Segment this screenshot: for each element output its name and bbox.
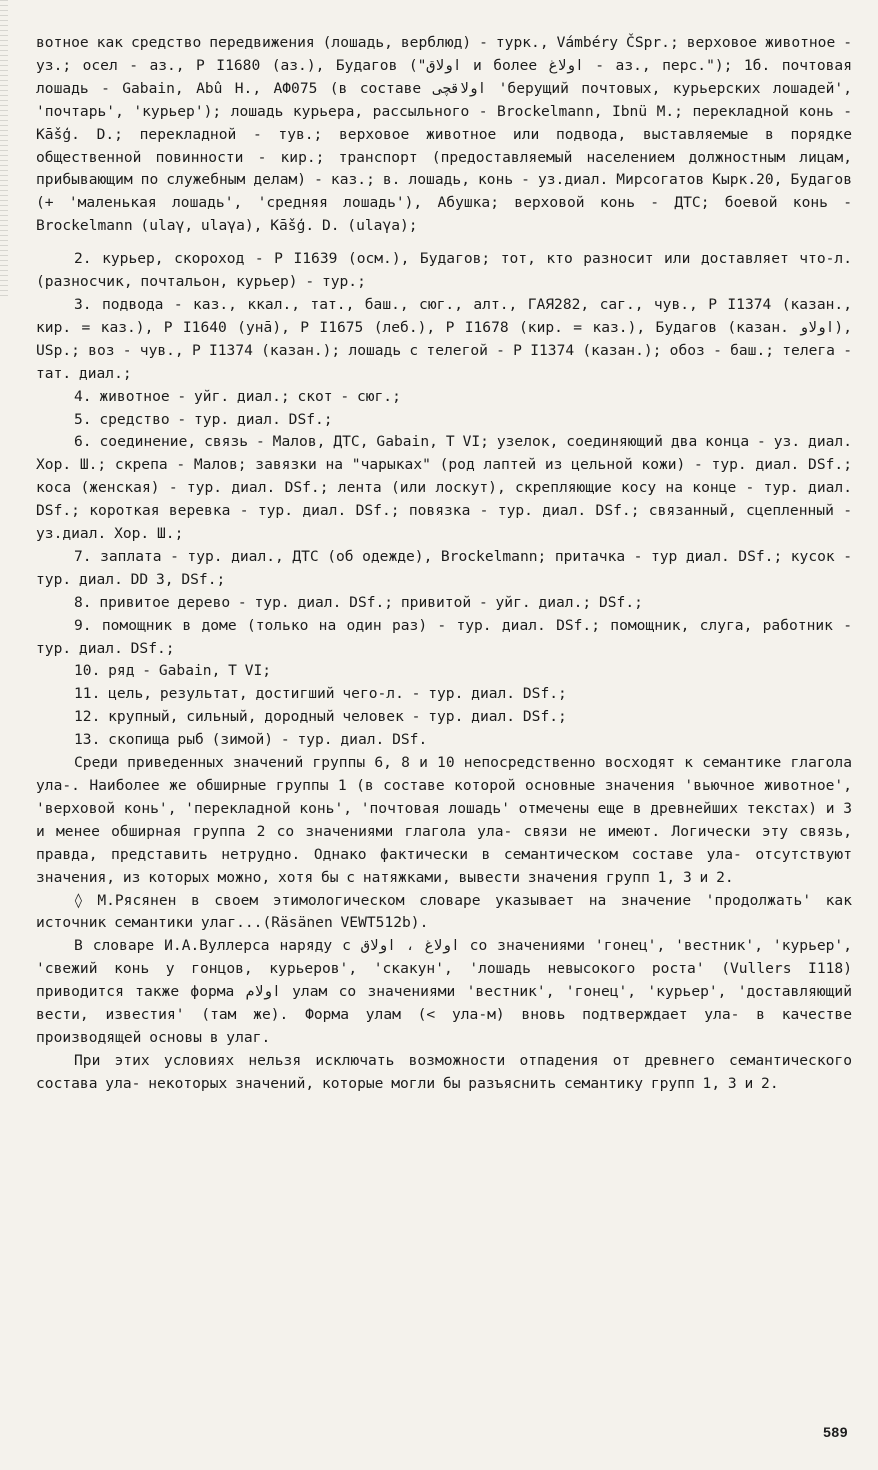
paragraph-meaning-7: 7. заплата - тур. диал., ДТС (об одежде), Brockelmann; притачка - тур диал. DSf.; кусок - тур. диал. DD 3, DSf.;	[36, 547, 852, 588]
paragraph-meaning-2: 2. курьер, скороход - Р I1639 (осм.), Будагов; тот, кто разносит или доставляет что-л. (разносчик, почтальон, курьер) - тур.;	[36, 250, 852, 291]
paragraph-meaning-3: 3. подвода - каз., ккал., тат., баш., сюг., алт., ГАЯ282, саг., чув., Р I1374 (казан., кир. = каз.), Р I1640 (унā), Р I1675 (леб.), Р I1678 (кир. = каз.), Будагов (казан. اولاو), USp.; воз - чув., Р I1374 (казан.); лошадь с телегой - Р I1374 (казан.); обоз - баш.; телега - тат. диал.;	[36, 295, 852, 382]
paragraph-meaning-1: вотное как средство передвижения (лошадь, верблюд) - турк., Vámbéry ČSpr.; верховое животное - уз.; осел - аз., Р I1680 (аз.), Будагов ("اولاق и более اولاغ - аз., перс."); 1б. почтовая лошадь - Gabain, Abû H., АФ075 (в составе اولاقچی 'берущий почтовых, курьерских лошадей', 'почтарь', 'курьер'); лошадь курьера, рассыльного - Brockelmann, Ibnü M.; перекладной конь - Kāšģ. D.; перекладной - тув.; верховое животное или подвода, выставляемые в порядке общественной повинности - кир.; транспорт (предоставляемый населением должностным лицам, прибывающим по служебным делам) - каз.; в. лошадь, конь - уз.диал. Мирсогатов Кырк.20, Будагов (+ 'маленькая лошадь', 'средняя лошадь'), Абушка; верховой конь - ДТС; боевой конь - Brockelmann (ulaγ, ulaγa), Kāšģ. D. (ulaγa);	[36, 34, 852, 235]
paragraph-meaning-11: 11. цель, результат, достигший чего-л. - тур. диал. DSf.;	[74, 685, 567, 703]
paragraph-meaning-13: 13. скопища рыб (зимой) - тур. диал. DSf.	[74, 731, 428, 749]
paragraph-vullers-note: В словаре И.А.Вуллерса наряду с اولاغ ، اولاق со значениями 'гонец', 'вестник', 'курьер', 'свежий конь у гонцов, курьеров', 'скакун', 'лошадь невысокого роста' (Vullers I118) приводится также форма اولام улам со значениями 'вестник', 'гонец', 'курьер', 'доставляющий вести, известия' (там же). Форма улам (< ула-м) вновь подтверждает ула- в качестве производящей основы в улаг.	[36, 937, 852, 1046]
paragraph-meaning-9: 9. помощник в доме (только на один раз) - тур. диал. DSf.; помощник, слуга, работник - тур. диал. DSf.;	[36, 616, 852, 657]
paragraph-rasanen-note: ◊ М.Рясянен в своем этимологическом словаре указывает на значение 'продолжать' как источник семантики улаг...(Räsänen VEWT512b).	[36, 891, 852, 932]
paragraph-meaning-5: 5. средство - тур. диал. DSf.;	[74, 410, 333, 428]
page-number: 589	[823, 1424, 848, 1440]
paragraph-semantics-discussion: Среди приведенных значений группы 6, 8 и 10 непосредственно восходят к семантике глагола ула-. Наиболее же обширные группы 1 (в составе которой основные значения 'вьючное животное', 'верховой конь', 'перекладной конь', 'почтовая лошадь' отмечены еще в древнейших текстах) и 3 и менее обширная группа 2 со значениями глагола ула- связи не имеют. Логически эту связь, правда, представить нетрудно. Однако фактически в семантическом составе ула- отсутствуют значения, из которых можно, хотя бы с натяжками, вывести значения групп 1, 3 и 2.	[36, 754, 852, 886]
paragraph-meaning-8: 8. привитое дерево - тур. диал. DSf.; привитой - уйг. диал.; DSf.;	[74, 593, 643, 611]
paragraph-meaning-10: 10. ряд - Gabain, Т VI;	[74, 662, 272, 680]
paragraph-meaning-12: 12. крупный, сильный, дородный человек - тур. диал. DSf.;	[74, 708, 567, 726]
paragraph-meaning-6: 6. соединение, связь - Малов, ДТС, Gabain, Т VI; узелок, соединяющий два конца - уз. диал. Хор. Ш.; скрепа - Малов; завязки на "чарыках" (род лаптей из цельной кожи) - тур. диал. DSf.; коса (женская) - тур. диал. DSf.; лента (или лоскут), скрепляющие косу на конце - тур. диал. DSf.; короткая веревка - тур. диал. DSf.; повязка - тур. диал. DSf.; связанный, сцепленный - уз.диал. Хор. Ш.;	[36, 433, 852, 543]
page-body	[36, 32, 852, 1096]
paragraph-conclusion: При этих условиях нельзя исключать возможности отпадения от древнего семантического состава ула- некоторых значений, которые могли бы разъяснить семантику групп 1, 3 и 2.	[36, 1051, 852, 1092]
scan-edge-artifact	[0, 0, 8, 300]
paragraph-meaning-4: 4. животное - уйг. диал.; скот - сюг.;	[74, 387, 401, 405]
